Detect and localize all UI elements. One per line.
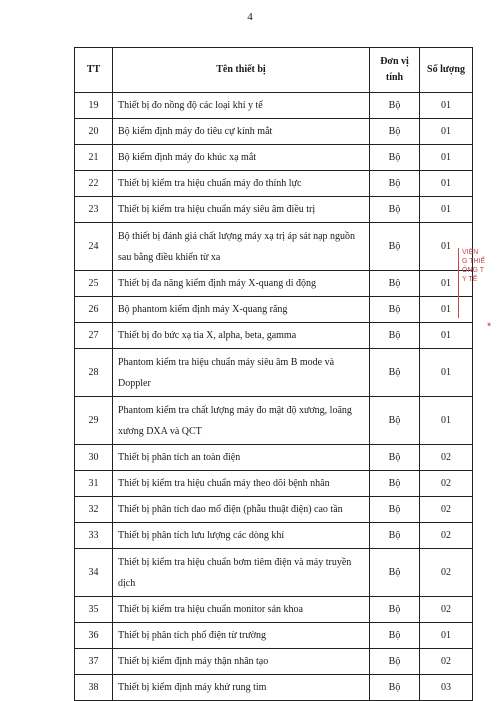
table-row xyxy=(75,397,473,445)
cell-qty: 01 xyxy=(420,93,473,119)
cell-qty: 01 xyxy=(420,119,473,145)
table-row xyxy=(75,119,473,145)
stamp-line: G THIẾ xyxy=(462,258,486,265)
cell-tt: 28 xyxy=(75,349,113,397)
cell-name: Bộ kiểm định máy đo khúc xạ mắt xyxy=(113,145,370,171)
cell-name: Thiết bị kiểm tra hiệu chuẩn monitor sản khoa xyxy=(113,597,370,623)
cell-unit: Bộ xyxy=(370,119,420,145)
cell-qty: 02 xyxy=(420,549,473,597)
cell-qty: 01 xyxy=(420,223,473,271)
cell-name: Thiết bị đa năng kiểm định máy X-quang di động xyxy=(113,271,370,297)
cell-tt: 35 xyxy=(75,597,113,623)
cell-name: Thiết bị đo bức xạ tia X, alpha, beta, gamma xyxy=(113,323,370,349)
cell-tt: 22 xyxy=(75,171,113,197)
cell-tt: 29 xyxy=(75,397,113,445)
cell-name: Thiết bị kiểm định máy thận nhân tạo xyxy=(113,649,370,675)
cell-unit: Bộ xyxy=(370,93,420,119)
cell-unit: Bộ xyxy=(370,675,420,701)
table-row xyxy=(75,445,473,471)
cell-unit: Bộ xyxy=(370,523,420,549)
page-number: 4 xyxy=(247,11,253,23)
table-row xyxy=(75,145,473,171)
cell-tt: 30 xyxy=(75,445,113,471)
table-row xyxy=(75,271,473,297)
table-row xyxy=(75,349,473,397)
cell-unit: Bộ xyxy=(370,223,420,271)
stamp-star-icon: ✶ xyxy=(486,321,492,329)
cell-qty: 02 xyxy=(420,471,473,497)
cell-qty: 01 xyxy=(420,623,473,649)
table-row xyxy=(75,623,473,649)
table-row xyxy=(75,93,473,119)
cell-name: Bộ thiết bị đánh giá chất lượng máy xạ trị áp sát nạp nguồn sau bằng điều khiển từ xa xyxy=(113,223,370,271)
cell-qty: 01 xyxy=(420,349,473,397)
cell-qty: 01 xyxy=(420,397,473,445)
table-header-row xyxy=(75,48,473,93)
cell-tt: 25 xyxy=(75,271,113,297)
cell-name: Thiết bị phân tích lưu lượng các dòng khí xyxy=(113,523,370,549)
cell-tt: 21 xyxy=(75,145,113,171)
cell-name: Thiết bị kiểm tra hiệu chuẩn máy siêu âm điều trị xyxy=(113,197,370,223)
cell-tt: 31 xyxy=(75,471,113,497)
cell-name: Thiết bị kiểm tra hiệu chuẩn máy đo thính lực xyxy=(113,171,370,197)
table-row xyxy=(75,649,473,675)
cell-name: Bộ kiểm định máy đo tiêu cự kính mắt xyxy=(113,119,370,145)
cell-qty: 01 xyxy=(420,323,473,349)
cell-unit: Bộ xyxy=(370,323,420,349)
cell-tt: 32 xyxy=(75,497,113,523)
table-row xyxy=(75,549,473,597)
cell-unit: Bộ xyxy=(370,549,420,597)
cell-qty: 02 xyxy=(420,497,473,523)
table-row xyxy=(75,197,473,223)
stamp-line: Y TẾ xyxy=(462,276,478,283)
cell-qty: 01 xyxy=(420,197,473,223)
table-body xyxy=(75,93,473,701)
cell-unit: Bộ xyxy=(370,623,420,649)
cell-tt: 36 xyxy=(75,623,113,649)
cell-tt: 26 xyxy=(75,297,113,323)
cell-name: Phantom kiểm tra chất lượng máy đo mật độ xương, loãng xương DXA và QCT xyxy=(113,397,370,445)
table-row xyxy=(75,523,473,549)
table-row xyxy=(75,497,473,523)
cell-unit: Bộ xyxy=(370,397,420,445)
cell-unit: Bộ xyxy=(370,297,420,323)
cell-name: Thiết bị phân tích phổ điện từ trường xyxy=(113,623,370,649)
cell-name: Thiết bị phân tích dao mổ điện (phẫu thuật điện) cao tần xyxy=(113,497,370,523)
table-row xyxy=(75,323,473,349)
cell-name: Thiết bị kiểm định máy khử rung tim xyxy=(113,675,370,701)
stamp-line: ÔNG T xyxy=(462,267,485,274)
table-row xyxy=(75,597,473,623)
cell-unit: Bộ xyxy=(370,197,420,223)
cell-qty: 02 xyxy=(420,597,473,623)
official-stamp xyxy=(458,248,500,318)
cell-tt: 37 xyxy=(75,649,113,675)
equipment-table xyxy=(74,47,473,701)
cell-tt: 33 xyxy=(75,523,113,549)
cell-qty: 02 xyxy=(420,523,473,549)
header-name: Tên thiết bị xyxy=(113,48,370,93)
cell-unit: Bộ xyxy=(370,171,420,197)
cell-unit: Bộ xyxy=(370,271,420,297)
cell-qty: 01 xyxy=(420,297,473,323)
cell-name: Phantom kiểm tra hiệu chuẩn máy siêu âm B mode và Doppler xyxy=(113,349,370,397)
cell-tt: 34 xyxy=(75,549,113,597)
cell-name: Thiết bị đo nồng độ các loại khí y tế xyxy=(113,93,370,119)
stamp-line: VIỆN xyxy=(462,249,479,256)
cell-unit: Bộ xyxy=(370,471,420,497)
cell-name: Thiết bị phân tích an toàn điện xyxy=(113,445,370,471)
cell-tt: 38 xyxy=(75,675,113,701)
cell-unit: Bộ xyxy=(370,445,420,471)
cell-qty: 03 xyxy=(420,675,473,701)
cell-tt: 24 xyxy=(75,223,113,271)
table-row xyxy=(75,471,473,497)
cell-unit: Bộ xyxy=(370,145,420,171)
cell-tt: 23 xyxy=(75,197,113,223)
table-row xyxy=(75,675,473,701)
cell-qty: 02 xyxy=(420,445,473,471)
table-row xyxy=(75,223,473,271)
cell-qty: 01 xyxy=(420,145,473,171)
header-tt: TT xyxy=(75,48,113,93)
header-unit: Đơn vị tính xyxy=(370,48,420,93)
cell-tt: 27 xyxy=(75,323,113,349)
cell-unit: Bộ xyxy=(370,649,420,675)
cell-tt: 19 xyxy=(75,93,113,119)
table-row xyxy=(75,297,473,323)
cell-name: Bộ phantom kiểm định máy X-quang răng xyxy=(113,297,370,323)
cell-name: Thiết bị kiểm tra hiệu chuẩn máy theo dõi bệnh nhân xyxy=(113,471,370,497)
cell-qty: 01 xyxy=(420,271,473,297)
cell-unit: Bộ xyxy=(370,597,420,623)
cell-name: Thiết bị kiểm tra hiệu chuẩn bơm tiêm điện và máy truyền dịch xyxy=(113,549,370,597)
cell-qty: 01 xyxy=(420,171,473,197)
header-qty: Số lượng xyxy=(420,48,473,93)
cell-qty: 02 xyxy=(420,649,473,675)
table-row xyxy=(75,171,473,197)
cell-unit: Bộ xyxy=(370,349,420,397)
cell-tt: 20 xyxy=(75,119,113,145)
cell-unit: Bộ xyxy=(370,497,420,523)
